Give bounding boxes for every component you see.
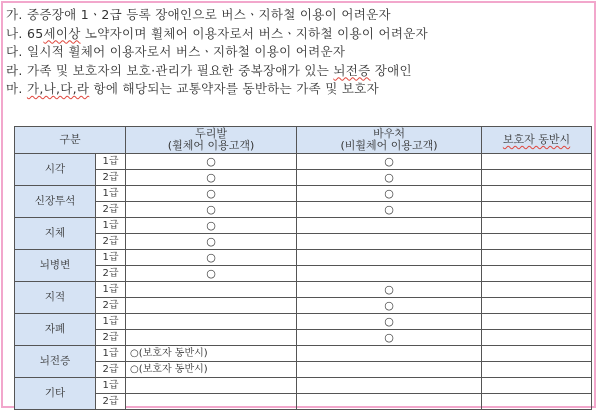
eligibility-list — [6, 6, 586, 99]
grade-cell: 2급 — [96, 266, 126, 282]
guardian-cell — [482, 330, 592, 346]
duribal-cell: ○(보호자 동반시) — [126, 346, 297, 362]
header-voucher-title: 바우처 — [373, 126, 405, 140]
grade-cell: 1급 — [96, 186, 126, 202]
list-text: 가족 및 보호자의 보호·관리가 필요한 중복장애가 있는 — [26, 62, 334, 78]
guardian-cell — [482, 266, 592, 282]
voucher-cell — [297, 250, 482, 266]
voucher-cell — [297, 234, 482, 250]
list-text-tail: 노약자이며 휠체어 이용자로서 버스ㆍ지하철 이용이 어려운자 — [80, 25, 428, 41]
grade-cell: 1급 — [96, 250, 126, 266]
table-header-row — [15, 127, 592, 154]
voucher-cell — [297, 394, 482, 410]
list-item — [6, 25, 586, 44]
category-cell: 기타 — [15, 378, 96, 410]
duribal-cell — [126, 330, 297, 346]
voucher-cell — [297, 378, 482, 394]
guardian-cell — [482, 346, 592, 362]
list-marker: 가. — [6, 7, 23, 22]
table-row — [15, 170, 592, 186]
list-text-highlight: 뇌전증 — [333, 62, 371, 78]
header-category: 구분 — [15, 127, 126, 154]
duribal-cell: ○ — [126, 218, 297, 234]
list-item — [6, 80, 586, 99]
category-cell: 시각 — [15, 154, 96, 186]
table-row — [15, 154, 592, 170]
voucher-cell — [297, 346, 482, 362]
grade-cell: 2급 — [96, 394, 126, 410]
category-cell: 뇌전증 — [15, 346, 96, 378]
guardian-cell — [482, 202, 592, 218]
guardian-cell — [482, 394, 592, 410]
list-marker: 라. — [6, 62, 23, 78]
duribal-cell — [126, 298, 297, 314]
table-row — [15, 234, 592, 250]
guardian-cell — [482, 250, 592, 266]
guardian-cell — [482, 170, 592, 186]
eligibility-table — [14, 126, 592, 410]
voucher-cell: ○ — [297, 202, 482, 218]
list-text: 중증장애 1ㆍ2급 등록 장애인으로 버스ㆍ지하철 이용이 어려운자 — [26, 7, 391, 22]
grade-cell: 2급 — [96, 362, 126, 378]
guardian-cell — [482, 298, 592, 314]
duribal-cell — [126, 282, 297, 298]
category-cell: 뇌병변 — [15, 250, 96, 282]
table-row — [15, 186, 592, 202]
list-item — [6, 43, 586, 62]
duribal-cell — [126, 314, 297, 330]
duribal-cell — [126, 394, 297, 410]
guardian-cell — [482, 362, 592, 378]
header-guardian — [482, 127, 592, 154]
list-text-highlight: 가,나,다,라 — [26, 81, 90, 96]
grade-cell: 2급 — [96, 202, 126, 218]
list-item — [6, 62, 586, 81]
voucher-cell: ○ — [297, 298, 482, 314]
guardian-cell — [482, 314, 592, 330]
voucher-cell — [297, 218, 482, 234]
voucher-cell: ○ — [297, 154, 482, 170]
voucher-cell: ○ — [297, 170, 482, 186]
duribal-cell: ○ — [126, 154, 297, 170]
grade-cell: 1급 — [96, 282, 126, 298]
list-text: 일시적 휠체어 이용자로서 버스ㆍ지하철 이용이 어려운자 — [26, 44, 346, 59]
table-row — [15, 314, 592, 330]
table-row — [15, 250, 592, 266]
grade-cell: 2급 — [96, 234, 126, 250]
category-cell: 자폐 — [15, 314, 96, 346]
guardian-cell — [482, 218, 592, 234]
grade-cell: 2급 — [96, 330, 126, 346]
list-text-tail: 항에 해당되는 교통약자를 동반하는 가족 및 보호자 — [89, 81, 380, 96]
duribal-cell: ○ — [126, 170, 297, 186]
guardian-cell — [482, 378, 592, 394]
header-duribal — [126, 127, 297, 154]
grade-cell: 1급 — [96, 378, 126, 394]
voucher-cell: ○ — [297, 330, 482, 346]
table-row — [15, 202, 592, 218]
list-marker: 나. — [6, 25, 23, 41]
voucher-cell: ○ — [297, 282, 482, 298]
guardian-cell — [482, 282, 592, 298]
category-cell: 신장투석 — [15, 186, 96, 218]
voucher-cell: ○ — [297, 186, 482, 202]
grade-cell: 2급 — [96, 170, 126, 186]
voucher-cell — [297, 362, 482, 378]
list-text-highlight: 세이상 — [43, 25, 81, 41]
grade-cell: 1급 — [96, 218, 126, 234]
table-row — [15, 266, 592, 282]
grade-cell: 1급 — [96, 154, 126, 170]
grade-cell: 2급 — [96, 298, 126, 314]
header-voucher-sub: (비휠체어 이용고객) — [340, 139, 438, 152]
category-cell: 지체 — [15, 218, 96, 250]
guardian-cell — [482, 234, 592, 250]
voucher-cell — [297, 266, 482, 282]
list-text: 65 — [26, 25, 44, 41]
table-row — [15, 346, 592, 362]
duribal-cell: ○ — [126, 234, 297, 250]
header-guardian-label: 보호자 동반시 — [502, 132, 571, 146]
list-text-tail: 장애인 — [370, 62, 412, 78]
table-row — [15, 218, 592, 234]
grade-cell: 1급 — [96, 346, 126, 362]
guardian-cell — [482, 154, 592, 170]
header-voucher — [297, 127, 482, 154]
table-row — [15, 282, 592, 298]
table-row — [15, 362, 592, 378]
table-row — [15, 330, 592, 346]
list-marker: 다. — [6, 44, 23, 59]
duribal-cell: ○ — [126, 250, 297, 266]
voucher-cell: ○ — [297, 314, 482, 330]
header-duribal-title: 두리발 — [195, 126, 227, 140]
duribal-cell: ○ — [126, 186, 297, 202]
duribal-cell: ○ — [126, 202, 297, 218]
duribal-cell: ○(보호자 동반시) — [126, 362, 297, 378]
table-row — [15, 378, 592, 394]
list-marker: 마. — [6, 81, 23, 96]
duribal-cell — [126, 378, 297, 394]
guardian-cell — [482, 186, 592, 202]
duribal-cell: ○ — [126, 266, 297, 282]
header-duribal-sub: (휠체어 이용고객) — [167, 139, 255, 152]
category-cell: 지적 — [15, 282, 96, 314]
list-item — [6, 6, 586, 25]
table-row — [15, 394, 592, 410]
grade-cell: 1급 — [96, 314, 126, 330]
table-row — [15, 298, 592, 314]
